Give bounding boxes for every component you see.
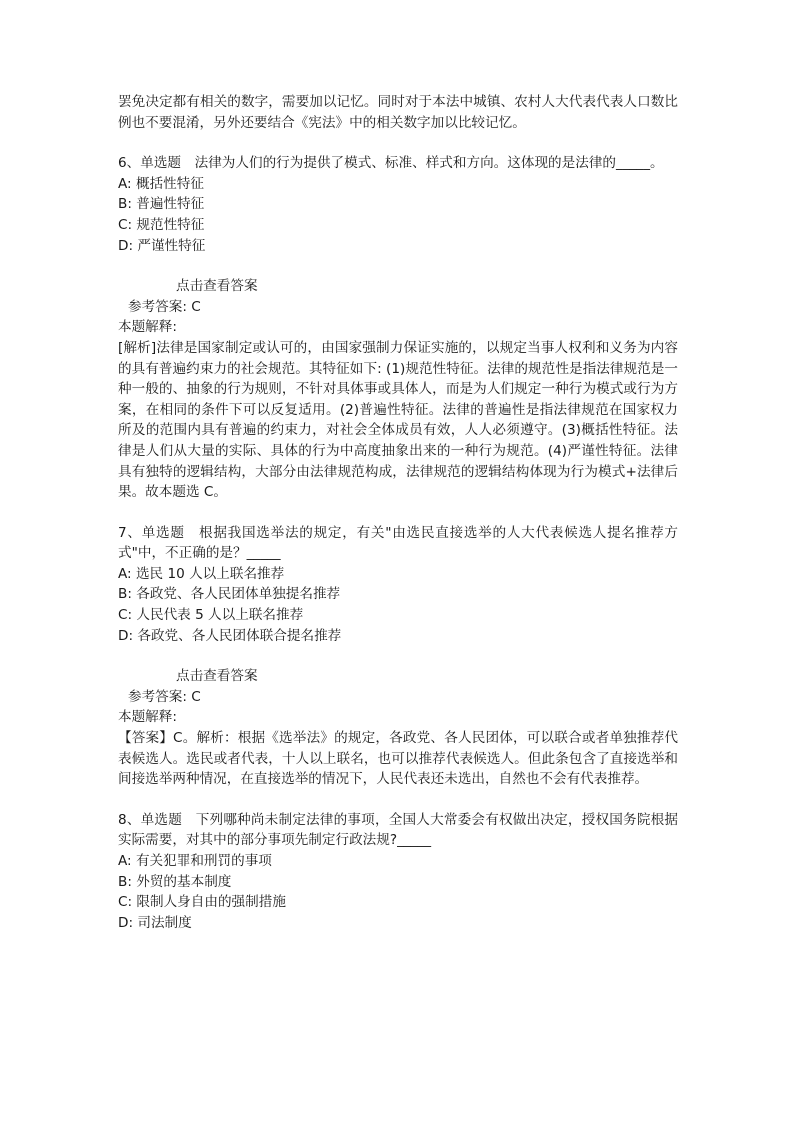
question-6-explain-label: 本题解释:	[118, 319, 177, 336]
question-7-view-answer-link[interactable]: 点击查看答案	[176, 668, 258, 685]
question-7-explain-label: 本题解释:	[118, 709, 177, 726]
question-6-view-answer-link[interactable]: 点击查看答案	[176, 278, 258, 295]
question-8	[118, 810, 678, 934]
question-6-text: 6、单选题 法律为人们的行为提供了模式、标准、样式和方向。这体现的是法律的_____。	[118, 155, 664, 172]
question-6	[118, 153, 678, 503]
question-7-explanation: 【答案】C。解析：根据《选举法》的规定，各政党、各人民团体，可以联合或者单独推荐代表候选人。选民或者代表，十人以上联名，也可以推荐代表候选人。但此条包含了直接选举和间接选举两种情况，在直接选举的情况下，人民代表还未选出，自然也不会有代表推荐。	[118, 730, 678, 788]
question-7-option-a: A: 选民 10 人以上联名推荐	[118, 565, 285, 582]
question-6-explanation: [解析]法律是国家制定或认可的，由国家强制力保证实施的，以规定当事人权利和义务为内容的具有普遍约束力的社会规范。其特征如下: (1)规范性特征。法律的规范性是指法律规范是一种一般的、抽象的行为规则，不针对具体事或具体人，而是为人们规定一种行为模式或行为方案，在相同的条件下可以反复适用。(2)普遍性特征。法律的普遍性是指法律规范在国家权力所及的范围内具有普遍的约束力，对社会全体成员有效，人人必须遵守。(3)概括性特征。法律是人们从大量的实际、具体的行为中高度抽象出来的一种行为规范。(4)严谨性特征。法律具有独特的逻辑结构，大部分由法律规范构成，法律规范的逻辑结构体现为行为模式+法律后果。故本题选 C。	[118, 339, 678, 501]
question-6-option-c: C: 规范性特征	[118, 216, 205, 233]
question-7-option-d: D: 各政党、各人民团体联合提名推荐	[118, 627, 342, 644]
question-8-option-b: B: 外贸的基本制度	[118, 873, 232, 890]
question-7-option-b: B: 各政党、各人民团体单独提名推荐	[118, 586, 341, 603]
question-7-answer: 参考答案: C	[128, 688, 201, 705]
question-6-option-a: A: 概括性特征	[118, 175, 204, 192]
question-8-text: 8、单选题 下列哪种尚未制定法律的事项，全国人大常委会有权做出决定，授权国务院根据实际需要，对其中的部分事项先制定行政法规?_____	[118, 811, 678, 849]
question-7	[118, 523, 678, 790]
intro-paragraph: 罢免决定都有相关的数字，需要加以记忆。同时对于本法中城镇、农村人大代表代表人口数比例也不要混淆，另外还要结合《宪法》中的相关数字加以比较记忆。	[118, 94, 678, 131]
question-8-option-d: D: 司法制度	[118, 914, 192, 931]
question-8-option-a: A: 有关犯罪和刑罚的事项	[118, 853, 272, 869]
question-6-option-d: D: 严谨性特征	[118, 237, 206, 254]
question-6-answer: 参考答案: C	[128, 298, 201, 315]
question-8-option-c: C: 限制人身自由的强制措施	[118, 894, 286, 911]
question-7-text: 7、单选题 根据我国选举法的规定，有关"由选民直接选举的人大代表候选人提名推荐方式"中，不正确的是？_____	[118, 524, 678, 562]
question-6-option-b: B: 普遍性特征	[118, 196, 205, 213]
question-7-option-c: C: 人民代表 5 人以上联名推荐	[118, 607, 304, 624]
document-page	[118, 92, 678, 933]
